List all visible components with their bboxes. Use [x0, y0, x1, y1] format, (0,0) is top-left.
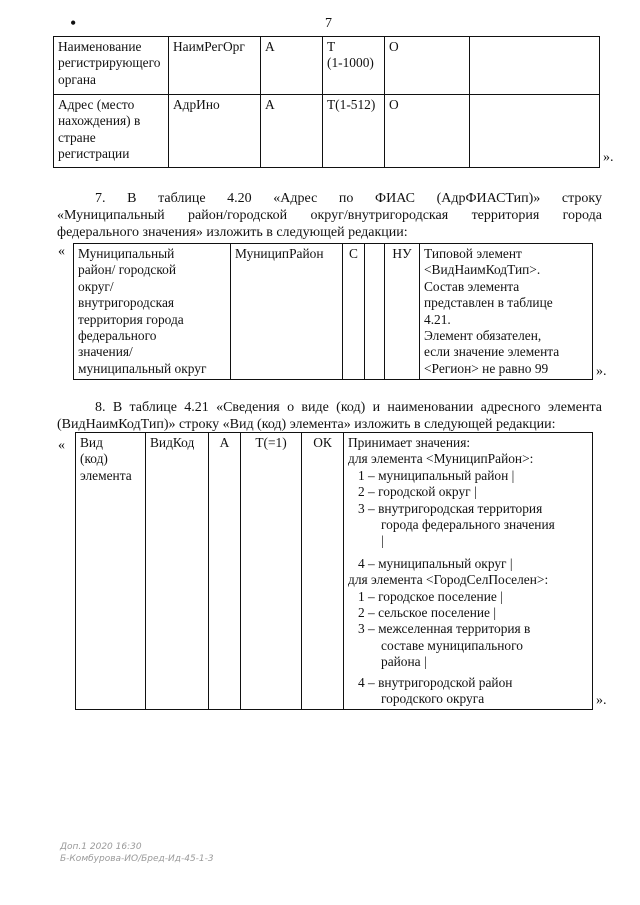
element-name-cell: [54, 37, 169, 95]
required-cell: А: [261, 95, 323, 168]
opening-quote: «: [58, 438, 65, 453]
table-municipal-district: [73, 243, 593, 380]
desc-line: 4.21.: [424, 311, 451, 327]
desc-line: <Регион> не равно 99: [424, 360, 549, 376]
desc-line: представлен в таблице: [424, 295, 553, 311]
paragraph-line: 8. В таблице 4.21 «Сведения о виде (код) и наименовании адресного элемента: [95, 400, 602, 415]
page-number: 7: [325, 16, 332, 31]
code-cell: МуниципРайон: [231, 244, 343, 380]
bullet-marker: •: [70, 13, 77, 33]
desc-line: Элемент обязателен,: [424, 328, 542, 344]
paragraph-line: (ВидНаимКодТип)» строку «Вид (код) элемента» изложить в следующей редакции:: [57, 417, 556, 432]
paragraph-8: [57, 399, 602, 433]
closing-quote: ».: [603, 150, 614, 165]
desc-line: <ВидНаимКодТип>.: [424, 262, 541, 278]
element-name-cell: [76, 433, 146, 710]
list-item: 1 – муниципальный район |: [358, 467, 515, 483]
table-top: [53, 36, 600, 168]
name-line: Муниципальный: [78, 246, 175, 261]
list-item-cont: района |: [381, 654, 427, 670]
format-cell: О: [385, 37, 470, 95]
closing-quote: ».: [596, 693, 607, 708]
list-item: 1 – городское поселение |: [358, 588, 503, 604]
footer-stamp-line: Б-Комбурова-ИО/Бред-Ид-45-1-3: [60, 854, 214, 864]
name-line: территория города: [78, 311, 184, 327]
footer-stamp-line: Доп.1 2020 16:30: [60, 842, 142, 852]
closing-quote: ».: [596, 364, 607, 379]
name-line: Наименование: [58, 39, 142, 54]
name-line: район/ городской: [78, 262, 177, 278]
list-item: 3 – межселенная территория в: [358, 621, 531, 637]
required-cell: А: [209, 433, 241, 710]
extra-cell: [470, 37, 600, 95]
list-item-cont: составе муниципального: [381, 637, 523, 653]
name-line: значения/: [78, 344, 133, 360]
name-line: стране: [58, 129, 96, 145]
desc-line: Типовой элемент: [424, 246, 522, 261]
list-item-cont: городского округа: [381, 691, 485, 707]
name-line: элемента: [80, 467, 132, 483]
desc-group-label: для элемента <МуниципРайон>:: [348, 451, 534, 467]
paragraph-line: федерального значения» изложить в следующей редакции:: [57, 225, 408, 240]
name-line: федерального: [78, 328, 157, 344]
name-line: нахождения) в: [58, 113, 141, 129]
name-line: округ/: [78, 278, 114, 294]
name-line: Адрес (место: [58, 97, 135, 112]
name-line: (код): [80, 451, 108, 467]
desc-group-label: для элемента <ГородСелПоселен>:: [348, 572, 549, 588]
list-item: 2 – сельское поселение |: [358, 605, 497, 621]
desc-line: Состав элемента: [424, 278, 520, 294]
paragraph-line: «Муниципальный район/городской округ/внутригородская территория города: [57, 208, 602, 223]
type-cell: Т(1-512): [323, 95, 385, 168]
table-row: [74, 244, 593, 380]
list-item: 4 – муниципальный округ |: [358, 555, 513, 571]
code-cell: АдрИно: [169, 95, 261, 168]
element-name-cell: [74, 244, 231, 380]
table-row: [76, 433, 593, 710]
type-cell: [365, 244, 385, 380]
element-name-cell: [54, 95, 169, 168]
name-line: органа: [58, 71, 96, 87]
format-cell: ОК: [302, 433, 344, 710]
description-cell: [420, 244, 593, 380]
table-row: [54, 37, 600, 95]
list-item: 4 – внутригородской район: [358, 674, 513, 690]
type-cell: Т (1-1000): [323, 37, 385, 95]
list-item-cont: города федерального значения: [381, 517, 555, 533]
name-line: Вид: [80, 435, 103, 450]
description-cell: [344, 433, 593, 710]
list-item: 3 – внутригородская территория: [358, 500, 543, 516]
paragraph-7: [57, 190, 602, 241]
format-cell: О: [385, 95, 470, 168]
name-line: муниципальный округ: [78, 360, 207, 376]
code-cell: ВидКод: [146, 433, 209, 710]
value-list-municipal: [348, 468, 588, 572]
name-line: внутригородская: [78, 295, 175, 311]
opening-quote: «: [58, 244, 65, 259]
list-item: 2 – городской округ |: [358, 484, 477, 500]
format-cell: НУ: [385, 244, 420, 380]
paragraph-line: 7. В таблице 4.20 «Адрес по ФИАС (АдрФИАСТип)» строку: [95, 191, 602, 206]
table-row: [54, 95, 600, 168]
desc-intro: Принимает значения:: [348, 435, 471, 450]
table-element-code: [75, 432, 593, 710]
code-cell: НаимРегОрг: [169, 37, 261, 95]
list-item-cont: |: [381, 533, 384, 549]
required-cell: А: [261, 37, 323, 95]
extra-cell: [470, 95, 600, 168]
name-line: регистрирующего: [58, 55, 161, 71]
name-line: регистрации: [58, 146, 130, 162]
type-cell: Т(=1): [241, 433, 302, 710]
value-list-settlement: [348, 589, 588, 708]
desc-line: если значение элемента: [424, 344, 560, 360]
required-cell: С: [343, 244, 365, 380]
